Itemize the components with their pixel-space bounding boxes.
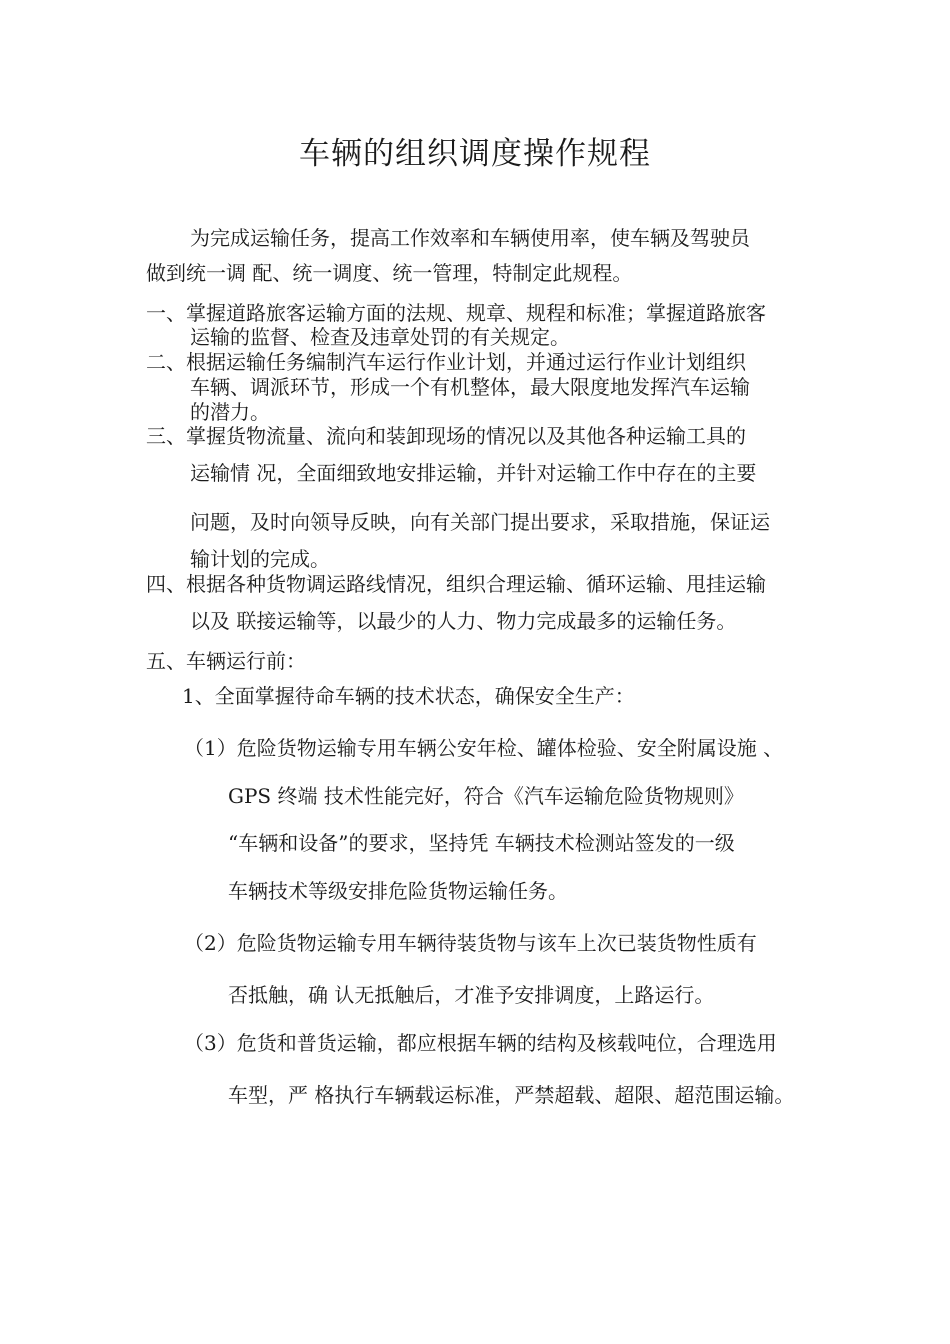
clause-1-line-3: “车辆和设备”的要求，坚持凭 车辆技术检测站签发的一级	[228, 831, 735, 855]
clause-1-line-1: （1）危险货物运输专用车辆公安年检、罐体检验、安全附属设施 、	[184, 736, 784, 760]
item-4-line-1: 四、根据各种货物调运路线情况，组织合理运输、循环运输、甩挂运输	[146, 572, 766, 596]
item-5-heading: 五、车辆运行前：	[146, 649, 306, 673]
document-title: 车辆的组织调度操作规程	[299, 136, 651, 172]
intro-line-2: 做到统一调 配、统一调度、统一管理，特制定此规程。	[146, 261, 633, 285]
clause-3-line-2: 车型，严 格执行车辆载运标准，严禁超载、超限、超范围运输。	[228, 1083, 795, 1107]
clause-2-line-1: （2）危险货物运输专用车辆待装货物与该车上次已装货物性质有	[184, 931, 757, 955]
item-3-line-2: 运输情 况，全面细致地安排运输，并针对运输工作中存在的主要	[190, 461, 757, 485]
item-2-line-1: 二、根据运输任务编制汽车运行作业计划，并通过运行作业计划组织	[146, 350, 746, 374]
item-3-line-1: 三、掌握货物流量、流向和装卸现场的情况以及其他各种运输工具的	[146, 424, 746, 448]
clause-3-line-1: （3）危货和普货运输，都应根据车辆的结构及核载吨位，合理选用	[184, 1031, 777, 1055]
item-3-line-4: 输计划的完成。	[190, 547, 330, 571]
item-2-line-3: 的潜力。	[190, 400, 270, 424]
item-1-line-2: 运输的监督、检查及违章处罚的有关规定。	[190, 325, 570, 349]
clause-1-line-2: GPS 终端 技术性能完好，符合《汽车运输危险货物规则》	[228, 784, 744, 808]
item-2-line-2: 车辆、调派环节，形成一个有机整体，最大限度地发挥汽车运输	[190, 375, 750, 399]
clause-1-line-4: 车辆技术等级安排危险货物运输任务。	[228, 879, 568, 903]
clause-2-line-2: 否抵触，确 认无抵触后，才准予安排调度，上路运行。	[228, 983, 715, 1007]
item-4-line-2: 以及 联接运输等，以最少的人力、物力完成最多的运输任务。	[190, 609, 737, 633]
item-5-sub-1: 1、全面掌握待命车辆的技术状态，确保安全生产：	[182, 684, 635, 708]
item-3-line-3: 问题，及时向领导反映，向有关部门提出要求，采取措施，保证运	[190, 510, 770, 534]
item-1-line-1: 一、掌握道路旅客运输方面的法规、规章、规程和标准；掌握道路旅客	[146, 301, 766, 325]
intro-line-1: 为完成运输任务，提高工作效率和车辆使用率，使车辆及驾驶员	[190, 226, 750, 250]
